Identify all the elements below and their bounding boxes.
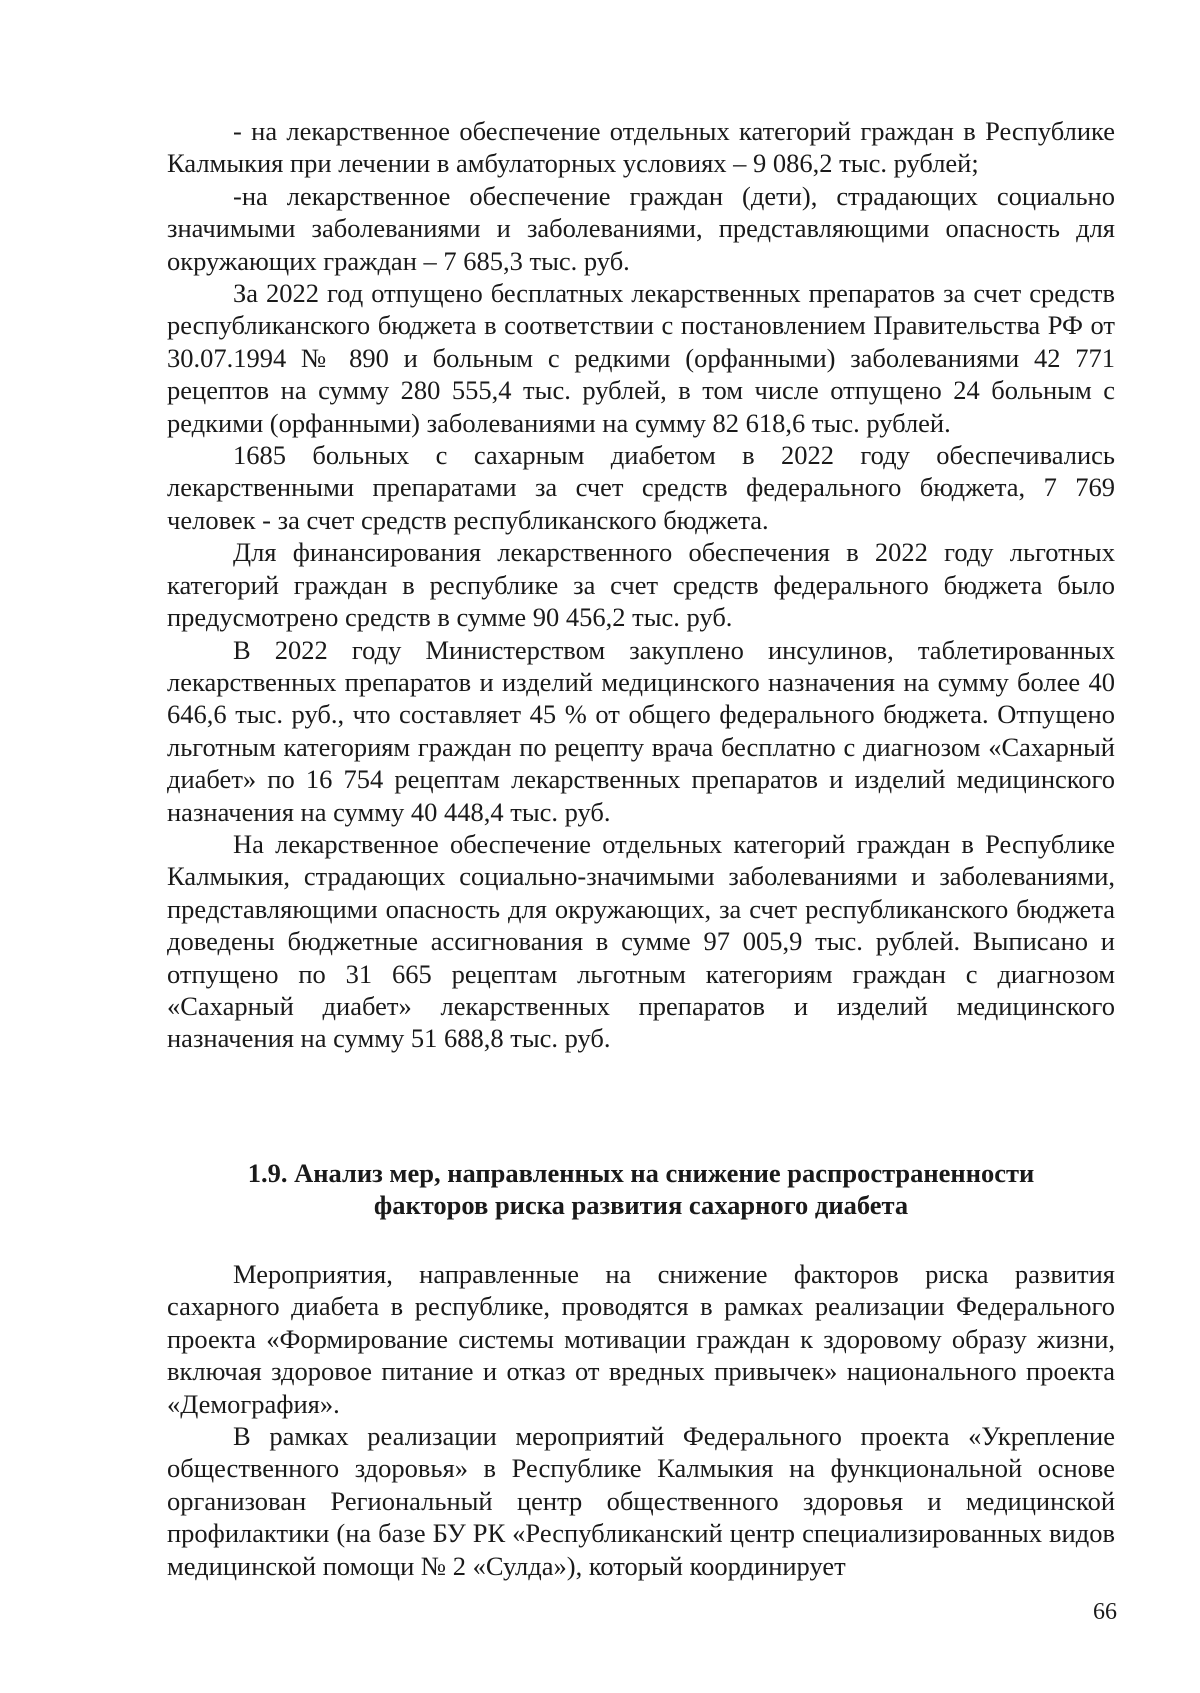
paragraph-drug-provision-outpatient: - на лекарственное обеспечение отдельных категорий граждан в Республике Калмыкия при лечении в амбулаторных условиях – 9 086,2 тыс. рублей; [167,116,1115,179]
paragraph-public-health-center: В рамках реализации мероприятий Федерального проекта «Укрепление общественного здоровья» в Республике Калмыкия на функциональной основе организован Региональный центр общественного здоровья и медицинской профилактики (на базе БУ РК «Республиканский центр специализированных видов медицинской помощи № 2 «Сулда»), который координирует [167,1421,1115,1581]
section-heading-line-2: факторов риска развития сахарного диабета [373,1190,909,1221]
paragraph-free-drugs-2022: За 2022 год отпущено бесплатных лекарственных препаратов за счет средств республиканского бюджета в соответствии с постановлением Правительства РФ от 30.07.1994 № 890 и больным с редкими (орфанными) заболеваниями 42 771 рецептов на сумму 280 555,4 тыс. рублей, в том числе отпущено 24 больным с редкими (орфанными) заболеваниями на сумму 82 618,6 тыс. рублей. [167,278,1115,438]
page-number: 66 [1093,1599,1117,1625]
section-heading-line-1: 1.9. Анализ мер, направленных на снижение распространенности [247,1158,1035,1188]
paragraph-insulin-purchases: В 2022 году Министерством закуплено инсулинов, таблетированных лекарственных препаратов и изделий медицинского назначения на сумму более 40 646,6 тыс. руб., что составляет 45 % от общего федерального бюджета. Отпущено льготным категориям граждан по рецепту врача бесплатно с диагнозом «Сахарный диабет» по 16 754 рецептам лекарственных препаратов и изделий медицинского назначения на сумму 40 448,4 тыс. руб. [167,634,1115,827]
paragraph-drug-provision-children: -на лекарственное обеспечение граждан (дети), страдающих социально значимыми заболеваниями и заболеваниями, представляющими опасность для окружающих граждан – 7 685,3 тыс. руб. [167,180,1115,276]
body-text-top [167,115,1115,1055]
section-heading [167,1157,1115,1222]
paragraph-federal-financing: Для финансирования лекарственного обеспечения в 2022 году льготных категорий граждан в республике за счет средств федерального бюджета было предусмотрено средств в сумме 90 456,2 тыс. руб. [167,537,1115,633]
paragraph-republican-budget: На лекарственное обеспечение отдельных категорий граждан в Республике Калмыкия, страдающих социально-значимыми заболеваниями и заболеваниями, представляющими опасность для окружающих, за счет республиканского бюджета доведены бюджетные ассигнования в сумме 97 005,9 тыс. рублей. Выписано и отпущено по 31 665 рецептам льготным категориям граждан с диагнозом «Сахарный диабет» лекарственных препаратов и изделий медицинского назначения на сумму 51 688,8 тыс. руб. [167,828,1115,1054]
paragraph-diabetes-patients: 1685 больных с сахарным диабетом в 2022 году обеспечивались лекарственными препаратами за счет средств федерального бюджета, 7 769 человек - за счет средств республиканского бюджета. [167,440,1115,535]
body-text-bottom [167,1258,1115,1582]
paragraph-risk-factor-measures: Мероприятия, направленные на снижение факторов риска развития сахарного диабета в республике, проводятся в рамках реализации Федерального проекта «Формирование системы мотивации граждан к здоровому образу жизни, включая здоровое питание и отказ от вредных привычек» национального проекта «Демография». [167,1259,1115,1419]
